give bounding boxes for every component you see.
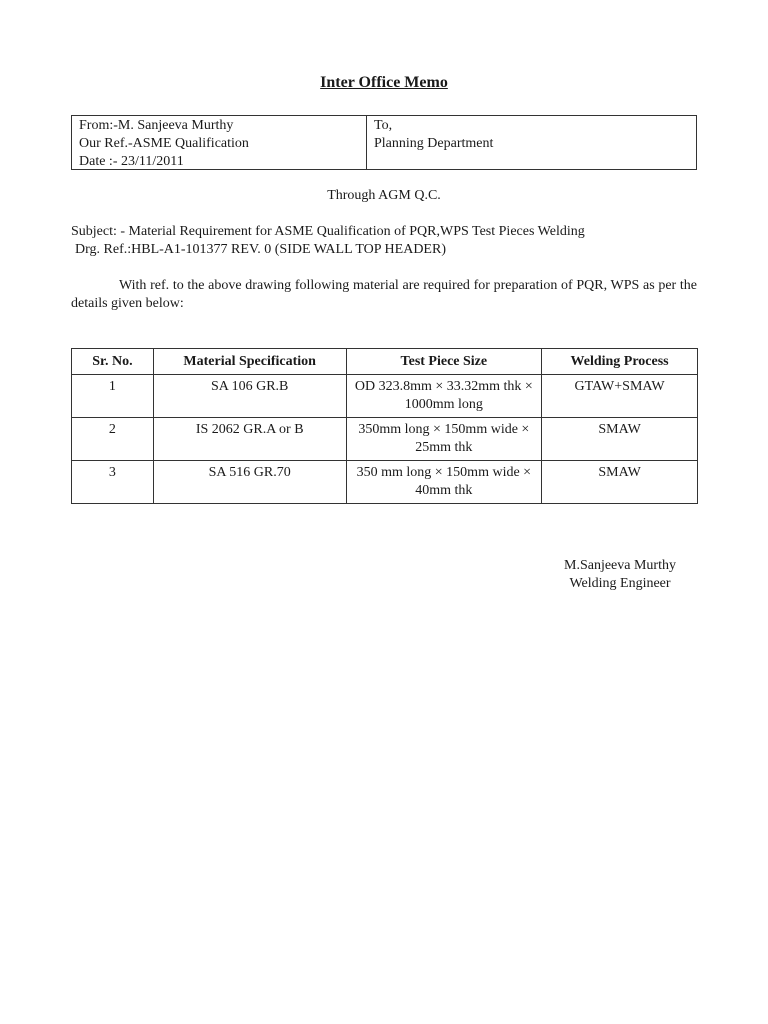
reference-line: Our Ref.-ASME Qualification [79, 136, 249, 151]
table-row [72, 461, 698, 504]
date-line: Date :- 23/11/2011 [79, 154, 184, 169]
signatory-name: M.Sanjeeva Murthy [564, 558, 676, 573]
cell-sr-no: 1 [72, 375, 154, 418]
cell-material-spec: SA 106 GR.B [153, 375, 346, 418]
table-row [72, 375, 698, 418]
header-welding-process: Welding Process [542, 349, 698, 375]
table-header-row [72, 349, 698, 375]
cell-material-spec: SA 516 GR.70 [153, 461, 346, 504]
drawing-reference: Drg. Ref.:HBL-A1-101377 REV. 0 (SIDE WALL TOP HEADER) [75, 242, 446, 257]
cell-welding-process: SMAW [542, 418, 698, 461]
signatory-designation: Welding Engineer [569, 576, 671, 591]
subject-block [71, 223, 711, 259]
table-row [72, 418, 698, 461]
subject-line: Subject: - Material Requirement for ASME Qualification of PQR,WPS Test Pieces Welding [71, 224, 585, 239]
signature-block [540, 557, 700, 593]
cell-material-spec: IS 2062 GR.A or B [153, 418, 346, 461]
from-line: From:-M. Sanjeeva Murthy [79, 118, 234, 133]
header-material-spec: Material Specification [153, 349, 346, 375]
materials-table [71, 348, 698, 504]
memo-from-block [72, 116, 367, 169]
memo-header-box [71, 115, 697, 170]
cell-test-piece-size: 350mm long × 150mm wide × 25mm thk [346, 418, 542, 461]
header-sr-no: Sr. No. [72, 349, 154, 375]
header-test-piece-size: Test Piece Size [346, 349, 542, 375]
cell-sr-no: 2 [72, 418, 154, 461]
cell-sr-no: 3 [72, 461, 154, 504]
through-line: Through AGM Q.C. [327, 188, 441, 203]
cell-welding-process: GTAW+SMAW [542, 375, 698, 418]
body-text: With ref. to the above drawing following material are required for preparation of PQR, WPS as per the details given below: [71, 278, 697, 311]
cell-welding-process: SMAW [542, 461, 698, 504]
department-line: Planning Department [374, 136, 494, 151]
to-line: To, [374, 118, 393, 133]
body-paragraph [71, 277, 697, 313]
memo-to-block [367, 116, 696, 169]
cell-test-piece-size: OD 323.8mm × 33.32mm thk × 1000mm long [346, 375, 542, 418]
memo-title: Inter Office Memo [320, 74, 448, 91]
cell-test-piece-size: 350 mm long × 150mm wide × 40mm thk [346, 461, 542, 504]
